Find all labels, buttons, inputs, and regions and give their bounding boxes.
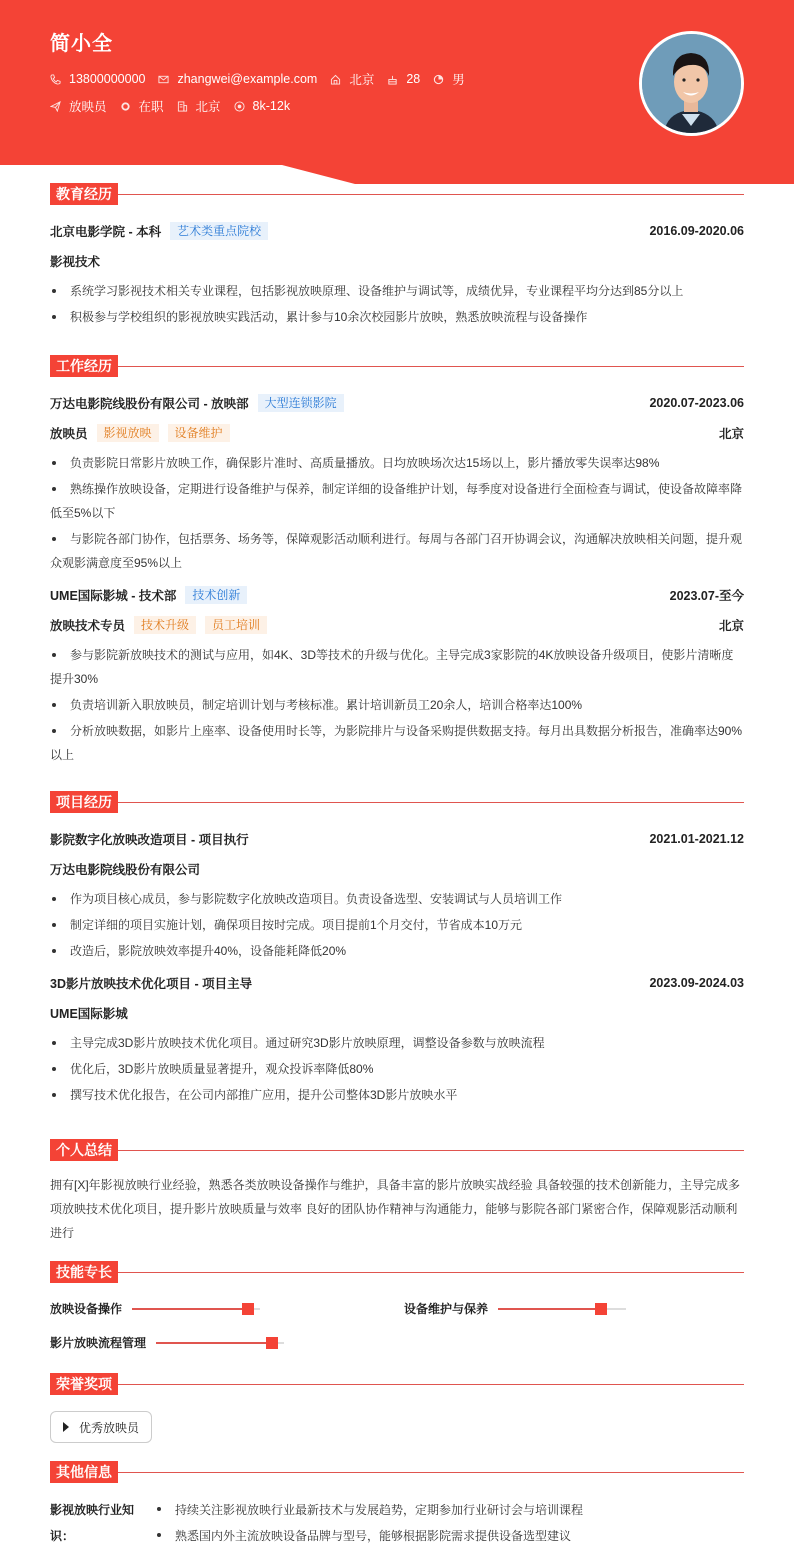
entry-header [50, 973, 744, 993]
entry-date: 2020.07-2023.06 [649, 396, 744, 410]
bullet-item: 系统学习影视技术相关专业课程，包括影视放映原理、设备维护与调试等，成绩优异，专业课程平均分达到85分以上 [50, 279, 744, 303]
section-label: 教育经历 [50, 183, 118, 205]
role-name: 放映员 [50, 427, 88, 441]
bullet-item: 熟练操作放映设备，定期进行设备维护与保养，制定详细的设备维护计划，每季度对设备进行全面检查与调试，使设备故障率降低至5%以下 [50, 477, 744, 525]
salary-text: 8k-12k [252, 99, 291, 113]
bullet-item: 主导完成3D影片放映技术优化项目。通过研究3D影片放映原理，调整设备参数与放映流程 [50, 1031, 744, 1055]
salary-icon [234, 101, 245, 112]
skill-bar-knob [595, 1303, 607, 1315]
awards-section [50, 1373, 744, 1443]
skill-bar-fill [498, 1308, 600, 1310]
section-title [50, 355, 744, 377]
status-item [120, 97, 164, 115]
entry-header [50, 393, 744, 413]
skill-item [404, 1300, 626, 1317]
bullet-item: 撰写技术优化报告，在公司内部推广应用，提升公司整体3D影片放映水平 [50, 1083, 744, 1107]
skill-bar-knob [266, 1337, 278, 1349]
award-item[interactable] [50, 1411, 152, 1443]
entry-header [50, 829, 744, 849]
bullet-item: 积极参与学校组织的影视放映实践活动，累计参与10余次校园影片放映，熟悉放映流程与设备操作 [50, 305, 744, 329]
job-intent-row [50, 97, 303, 115]
section-divider [118, 194, 744, 195]
section-label: 个人总结 [50, 1139, 118, 1161]
project-name: 影院数字化放映改造项目 - 项目执行 [50, 833, 249, 847]
cake-icon [387, 74, 398, 85]
phone-text: 13800000000 [69, 72, 146, 86]
section-divider [118, 1150, 744, 1151]
section-title [50, 1261, 744, 1283]
section-label: 项目经历 [50, 791, 118, 813]
entry-date: 2023.07-至今 [669, 589, 744, 603]
bullet-item: 与影院各部门协作，包括票务、场务等，保障观影活动顺利进行。每周与各部门召开协调会议，沟通解决放映相关问题，提升观众观影满意度至95%以上 [50, 527, 744, 575]
company-name: 万达电影院线股份有限公司 - 放映部 [50, 397, 249, 411]
age-text: 28 [406, 72, 421, 86]
position-item [50, 97, 107, 115]
bullet-item: 作为项目核心成员，参与影院数字化放映改造项目。负责设备选型、安装调试与人员培训工作 [50, 887, 744, 911]
project-org: UME国际影城 [50, 1007, 128, 1021]
bullet-list [50, 643, 744, 767]
education-section [50, 183, 744, 329]
project-org: 万达电影院线股份有限公司 [50, 863, 201, 877]
section-divider [118, 802, 744, 803]
bullet-list [50, 279, 744, 329]
skill-name: 设备维护与保养 [404, 1302, 489, 1316]
resume-header [0, 0, 794, 184]
work-city-item [177, 97, 221, 115]
school-tag: 艺术类重点院校 [170, 222, 268, 240]
skill-bar [156, 1342, 284, 1344]
salary-item [234, 99, 291, 113]
role-row [50, 423, 744, 443]
gender-item [433, 70, 465, 88]
bullet-item: 持续关注影视放映行业最新技术与发展趋势，定期参加行业研讨会与培训课程 [155, 1497, 583, 1523]
bullet-item: 优化后，3D影片放映质量显著提升，观众投诉率降低80% [50, 1057, 744, 1081]
company-tag: 大型连锁影院 [258, 394, 344, 412]
city-item [330, 70, 374, 88]
section-label: 技能专长 [50, 1261, 118, 1283]
bullet-item: 负责影院日常影片放映工作，确保影片准时、高质量播放。日均放映场次达15场以上，影片播放零失误率达98% [50, 451, 744, 475]
skill-bar [498, 1308, 626, 1310]
skill-name: 放映设备操作 [50, 1302, 123, 1316]
section-title [50, 1373, 744, 1395]
mail-icon [158, 74, 169, 85]
phone-item [50, 72, 145, 86]
section-label: 其他信息 [50, 1461, 118, 1483]
gender-icon [433, 74, 444, 85]
school-name: 北京电影学院 - 本科 [50, 225, 162, 239]
education-entry [50, 221, 744, 329]
role-tag: 员工培训 [205, 616, 267, 634]
work-entry [50, 585, 744, 767]
skill-name: 影片放映流程管理 [50, 1336, 147, 1350]
entry-location: 北京 [718, 619, 744, 633]
send-icon [50, 101, 61, 112]
projects-section [50, 791, 744, 1107]
bullet-list [50, 451, 744, 575]
section-title [50, 1139, 744, 1161]
project-entry [50, 829, 744, 963]
entry-date: 2021.01-2021.12 [649, 832, 744, 846]
other-section [50, 1461, 744, 1549]
section-title [50, 791, 744, 813]
role-tag: 影视放映 [97, 424, 159, 442]
work-section [50, 355, 744, 767]
skill-bar-fill [156, 1342, 271, 1344]
entry-date: 2023.09-2024.03 [649, 976, 744, 990]
avatar-photo [642, 34, 741, 133]
status-text: 在职 [138, 100, 164, 114]
org-row [50, 1003, 744, 1023]
entry-header [50, 221, 744, 241]
major-name: 影视技术 [50, 255, 101, 269]
entry-header [50, 585, 744, 605]
work-entry [50, 393, 744, 575]
work-city-text: 北京 [195, 100, 221, 114]
summary-section [50, 1139, 744, 1245]
section-label: 荣誉奖项 [50, 1373, 118, 1395]
email-text: zhangwei@example.com [177, 72, 318, 86]
contact-row [50, 70, 478, 88]
major-row [50, 251, 744, 271]
gender-text: 男 [452, 73, 465, 87]
email-item [158, 72, 317, 86]
bullet-item: 参与影院新放映技术的测试与应用，如4K、3D等技术的升级与优化。主导完成3家影院的4K放映设备升级项目，使影片清晰度提升30% [50, 643, 744, 691]
bullet-list [50, 1031, 744, 1107]
building-icon [177, 101, 188, 112]
bullet-item: 改造后，影院放映效率提升40%，设备能耗降低20% [50, 939, 744, 963]
position-text: 放映员 [69, 100, 107, 114]
project-name: 3D影片放映技术优化项目 - 项目主导 [50, 977, 253, 991]
section-title [50, 1461, 744, 1483]
status-icon [120, 101, 131, 112]
phone-icon [50, 74, 61, 85]
section-divider [118, 1472, 744, 1473]
summary-text: 拥有[X]年影视放映行业经验，熟悉各类放映设备操作与维护，具备丰富的影片放映实战经验 具备较强的技术创新能力，主导完成多项放映技术优化项目，提升影片放映质量与效率 良好的团队协作精神与沟通能力，能够与影院各部门紧密合作，保障观影活动顺利进行 [50, 1178, 741, 1240]
section-divider [118, 366, 744, 367]
bullet-item: 负责培训新入职放映员，制定培训计划与考核标准。累计培训新员工20余人，培训合格率达100% [50, 693, 744, 717]
avatar [639, 31, 744, 136]
section-divider [118, 1272, 744, 1273]
skill-item [50, 1300, 260, 1317]
bullet-item: 分析放映数据，如影片上座率、设备使用时长等，为影院排片与设备采购提供数据支持。每月出具数据分析报告，准确率达90%以上 [50, 719, 744, 767]
section-label: 工作经历 [50, 355, 118, 377]
project-entry [50, 973, 744, 1107]
other-info-item [50, 1497, 744, 1549]
company-name: UME国际影城 - 技术部 [50, 589, 177, 603]
city-text: 北京 [349, 73, 375, 87]
section-title [50, 183, 744, 205]
bullet-list [50, 887, 744, 963]
org-row [50, 859, 744, 879]
age-item [387, 72, 420, 86]
skill-item [50, 1334, 284, 1351]
entry-date: 2016.09-2020.06 [649, 224, 744, 238]
skill-bar-knob [242, 1303, 254, 1315]
role-name: 放映技术专员 [50, 619, 126, 633]
bullet-item: 制定详细的项目实施计划，确保项目按时完成。项目提前1个月交付，节省成本10万元 [50, 913, 744, 937]
entry-location: 北京 [718, 427, 744, 441]
bullet-item: 熟悉国内外主流放映设备品牌与型号，能够根据影院需求提供设备选型建议 [155, 1523, 583, 1549]
skill-bar-fill [132, 1308, 247, 1310]
role-tag: 技术升级 [134, 616, 196, 634]
bullet-list [155, 1497, 583, 1549]
award-name: 优秀放映员 [79, 1420, 140, 1435]
role-tag: 设备维护 [168, 424, 230, 442]
skills-section [50, 1261, 744, 1361]
company-tag: 技术创新 [185, 586, 247, 604]
role-row [50, 615, 744, 635]
section-divider [118, 1384, 744, 1385]
candidate-name: 简小全 [50, 33, 113, 55]
home-icon [330, 74, 341, 85]
play-triangle-icon [63, 1422, 69, 1432]
other-info-key: 影视放映行业知识： [50, 1503, 135, 1543]
skill-bar [132, 1308, 260, 1310]
